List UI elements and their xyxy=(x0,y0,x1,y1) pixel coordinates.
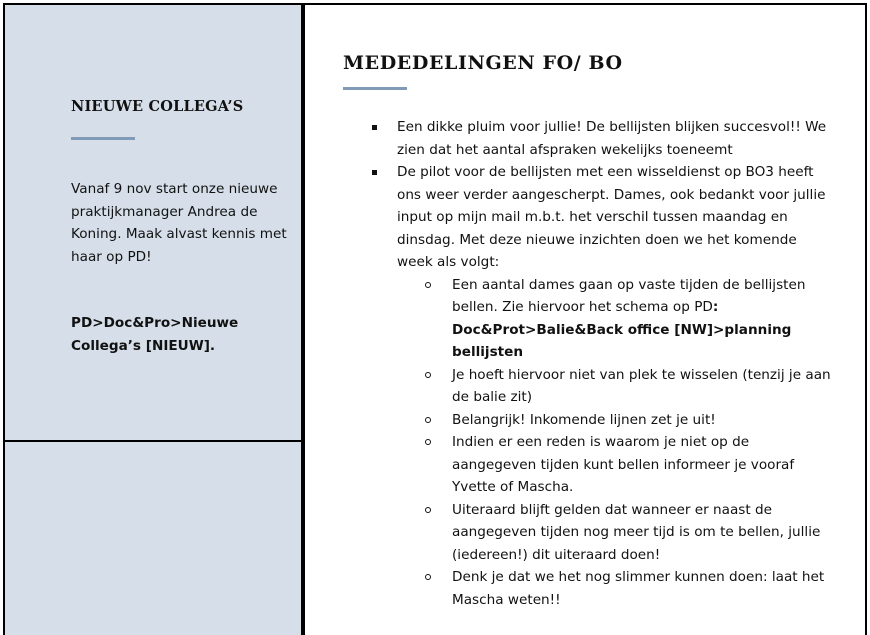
circle-bullet-icon xyxy=(425,507,431,513)
sub-item xyxy=(452,431,832,499)
bullet-item xyxy=(305,116,827,161)
sub-item-text: Belangrijk! Inkomende lijnen zet je uit! xyxy=(452,411,716,428)
main-panel xyxy=(303,3,867,635)
circle-bullet-icon xyxy=(425,282,431,288)
main-title-rule xyxy=(343,87,407,90)
sub-item-text: Denk je dat we het nog slimmer kunnen doen: laat het Mascha weten!! xyxy=(452,569,825,608)
circle-bullet-icon xyxy=(425,574,431,580)
bullet-text: Een dikke pluim voor jullie! De bellijsten blijken succesvol!! We zien dat het aantal afspraken wekelijks toeneemt xyxy=(397,119,827,158)
sub-item-text: Uiteraard blijft gelden dat wanneer er naast de aangegeven tijden nog meer tijd is om te bellen, jullie (iedereen!) dit uiteraard doen! xyxy=(452,501,821,563)
sub-item xyxy=(452,499,832,567)
sub-item-text: Indien er een reden is waarom je niet op de aangegeven tijden kunt bellen informeer je vooraf Yvette of Mascha. xyxy=(452,434,795,495)
sidebar-title-rule xyxy=(71,137,135,140)
announcement-list xyxy=(305,116,865,611)
sub-item-text: Je hoeft hiervoor niet van plek te wisselen (tenzij je aan de balie zit) xyxy=(452,366,831,405)
sub-item xyxy=(452,566,832,611)
circle-bullet-icon xyxy=(425,439,431,445)
sub-item-path: : Doc&Prot>Balie&Back office [NW]>planning bellijsten xyxy=(452,299,792,360)
circle-bullet-icon xyxy=(425,417,431,423)
sidebar-title: NIEUWE COLLEGA’S xyxy=(71,98,244,115)
sidebar-path: PD>Doc&Pro>Nieuwe Collega’s [NIEUW]. xyxy=(71,315,239,354)
sub-item xyxy=(452,409,832,432)
sidebar-text: Vanaf 9 nov start onze nieuwe praktijkmanager Andrea de Koning. Maak alvast kennis met haar op PD! xyxy=(71,181,287,265)
sidebar-divider xyxy=(5,440,301,442)
sub-list xyxy=(397,274,831,612)
square-bullet-icon xyxy=(372,170,377,175)
circle-bullet-icon xyxy=(425,372,431,378)
bullet-item xyxy=(305,161,831,611)
sub-item xyxy=(452,274,832,364)
main-title: MEDEDELINGEN FO/ BO xyxy=(343,52,623,74)
bullet-text: De pilot voor de bellijsten met een wisseldienst op BO3 heeft ons weer verder aangescherpt. Dames, ook bedankt voor jullie input op mijn mail m.b.t. het verschil tussen maandag en dinsdag. Met deze nieuwe inzichten doen we het komende week als volgt: xyxy=(397,164,826,270)
sub-item xyxy=(452,364,832,409)
sidebar-panel xyxy=(3,3,303,635)
sub-item-text: Een aantal dames gaan op vaste tijden de bellijsten bellen. Zie hiervoor het schema op PD xyxy=(452,276,806,315)
square-bullet-icon xyxy=(372,125,377,130)
